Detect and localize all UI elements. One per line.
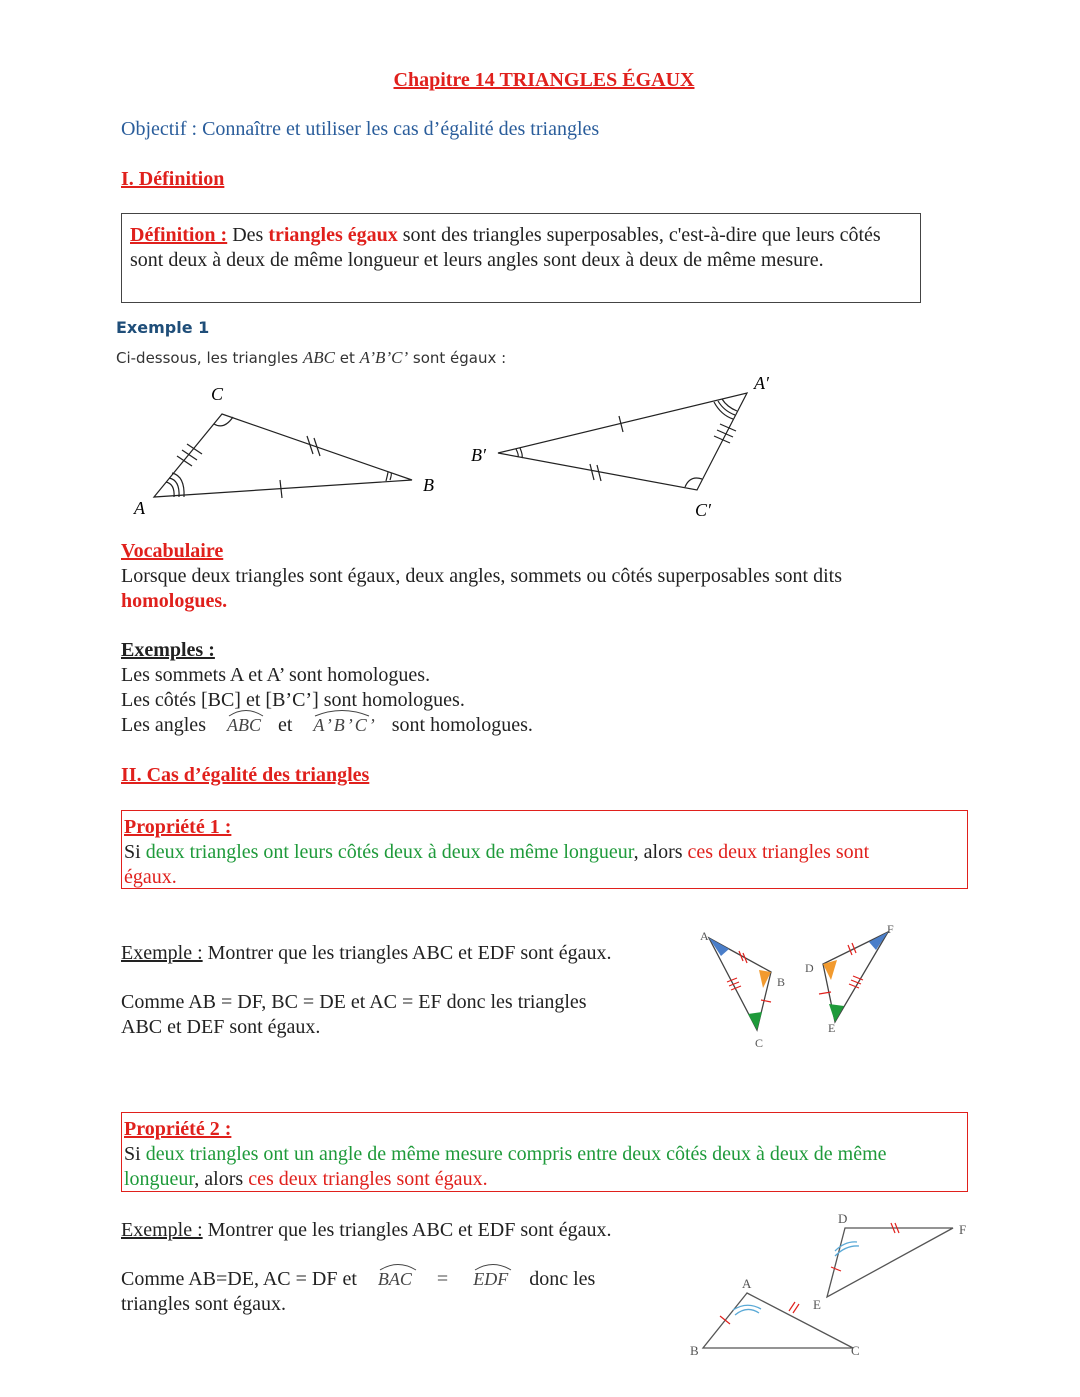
- ex2-label-b: B: [777, 975, 786, 989]
- objective: Objectif : Connaître et utiliser les cas d’égalité des triangles: [121, 118, 600, 140]
- angle-bac: [378, 1267, 412, 1292]
- example-3-equals: =: [436, 1268, 449, 1290]
- example-3-solution-pre: Comme AB=DE, AC = DF et: [121, 1268, 357, 1290]
- property-2-condition-end: longueur: [124, 1168, 195, 1190]
- example-1-figure: [110, 370, 790, 530]
- ex3-label-d: D: [838, 1211, 848, 1226]
- example-3-solution-post: donc les: [529, 1268, 596, 1290]
- definition-key: triangles égaux: [268, 224, 398, 246]
- example-2-text: Montrer que les triangles ABC et EDF sont égaux.: [202, 942, 612, 964]
- section-2-heading: II. Cas d’égalité des triangles: [121, 764, 370, 786]
- angle-a2b2c2: [313, 713, 376, 738]
- examples-line-3: [121, 713, 533, 738]
- examples-line-1: Les sommets A et A’ sont homologues.: [121, 664, 431, 686]
- triangle-def: [827, 1228, 953, 1297]
- example-3-solution-2: triangles sont égaux.: [121, 1293, 286, 1315]
- property-1-box: [121, 810, 968, 889]
- section-1-heading: I. Définition: [121, 168, 225, 190]
- examples-line-2: Les côtés [BC] et [B’C’] sont homologues.: [121, 689, 465, 711]
- example-1-text: [116, 345, 506, 370]
- example-3-text: Montrer que les triangles ABC et EDF sont égaux.: [202, 1219, 612, 1241]
- label-a-prime: A′: [754, 373, 769, 393]
- triangle-abc: [154, 414, 412, 497]
- examples-line-3-mid: et: [277, 714, 293, 736]
- label-b: B: [423, 475, 434, 495]
- triangle-abc-name: ABC: [302, 348, 335, 367]
- angle-abc: [227, 713, 261, 738]
- property-1-conclusion-end: égaux.: [124, 866, 177, 888]
- example-1-text-pre: Ci-dessous, les triangles: [116, 349, 303, 367]
- examples-line-3-post: sont homologues.: [391, 714, 533, 736]
- example-2-label: Exemple :: [121, 942, 203, 964]
- ex3-label-c: C: [851, 1343, 860, 1358]
- property-2-text: [124, 1117, 967, 1192]
- definition-box: [121, 213, 921, 303]
- example-1-text-post: sont égaux :: [408, 349, 507, 367]
- example-2-solution-2: ABC et DEF sont égaux.: [121, 1016, 321, 1038]
- vocab-text: Lorsque deux triangles sont égaux, deux angles, sommets ou côtés superposables sont dits: [121, 565, 842, 587]
- triangle-def-colored: [819, 932, 888, 1022]
- angle-a2b2c2-text: A’B’C’: [313, 715, 377, 735]
- definition-rest: sont des triangles superposables, c'est-à-dire que leurs côtés sont deux à deux de même longueur et leurs angles sont deux à deux de même mesure.: [130, 224, 881, 271]
- definition-text: [130, 223, 900, 273]
- example-2-statement: [121, 941, 611, 966]
- page-title: Chapitre 14 TRIANGLES ÉGAUX: [393, 69, 695, 91]
- ex2-label-a: A: [700, 929, 709, 943]
- angle-edf: [473, 1267, 508, 1292]
- triangle-a2b2c2: [498, 393, 747, 490]
- property-2-conclusion: ces deux triangles sont égaux.: [248, 1168, 488, 1190]
- example-1-heading: Exemple 1: [116, 318, 210, 337]
- ex2-label-e: E: [828, 1021, 836, 1035]
- label-a: A: [134, 498, 145, 518]
- example-3-statement: [121, 1218, 611, 1243]
- angle-abc-text: ABC: [226, 715, 261, 735]
- example-2-figure: [695, 920, 905, 1055]
- property-1-mid: , alors: [633, 841, 688, 863]
- triangle-abc-colored: [709, 938, 771, 1030]
- property-2-box: [121, 1112, 968, 1192]
- property-1-conclusion: ces deux triangles sont: [687, 841, 870, 863]
- example-3-figure: [685, 1205, 985, 1365]
- label-b-prime: B′: [471, 445, 486, 465]
- example-3-label: Exemple :: [121, 1219, 203, 1241]
- ex3-label-b: B: [690, 1343, 699, 1358]
- property-1-condition: deux triangles ont leurs côtés deux à deux de même longueur: [145, 841, 634, 863]
- examples-line-3-pre: Les angles: [121, 714, 206, 736]
- examples-heading: Exemples :: [121, 639, 215, 661]
- property-2-mid: , alors: [194, 1168, 249, 1190]
- property-2-label: Propriété 2 :: [124, 1118, 232, 1140]
- angle-edf-text: EDF: [473, 1269, 509, 1289]
- triangle-a2b2c2-name: A’B’C’: [359, 348, 409, 367]
- property-1-label: Propriété 1 :: [124, 816, 232, 838]
- ex2-label-c: C: [755, 1036, 764, 1050]
- ex2-label-d: D: [805, 961, 814, 975]
- example-1-text-mid: et: [334, 349, 360, 367]
- property-2-si: Si: [124, 1143, 146, 1165]
- vocab-heading: Vocabulaire: [121, 540, 224, 562]
- label-c: C: [211, 384, 224, 404]
- ex3-label-a: A: [742, 1276, 752, 1291]
- property-2-condition: deux triangles ont un angle de même mesure compris entre deux côtés deux à deux de même: [145, 1143, 887, 1165]
- example-3-solution-1: [121, 1267, 595, 1292]
- property-1-text: [124, 815, 967, 890]
- example-2-solution-1: Comme AB = DF, BC = DE et AC = EF donc les triangles: [121, 991, 587, 1013]
- property-1-si: Si: [124, 841, 146, 863]
- angle-bac-text: BAC: [377, 1269, 412, 1289]
- definition-label: Définition :: [130, 224, 228, 246]
- vocab-key: homologues.: [121, 590, 228, 612]
- ex3-label-e: E: [813, 1297, 821, 1312]
- ex2-label-f: F: [887, 922, 894, 936]
- ex3-label-f: F: [959, 1222, 967, 1237]
- label-c-prime: C′: [695, 500, 711, 520]
- definition-pre: Des: [227, 224, 269, 246]
